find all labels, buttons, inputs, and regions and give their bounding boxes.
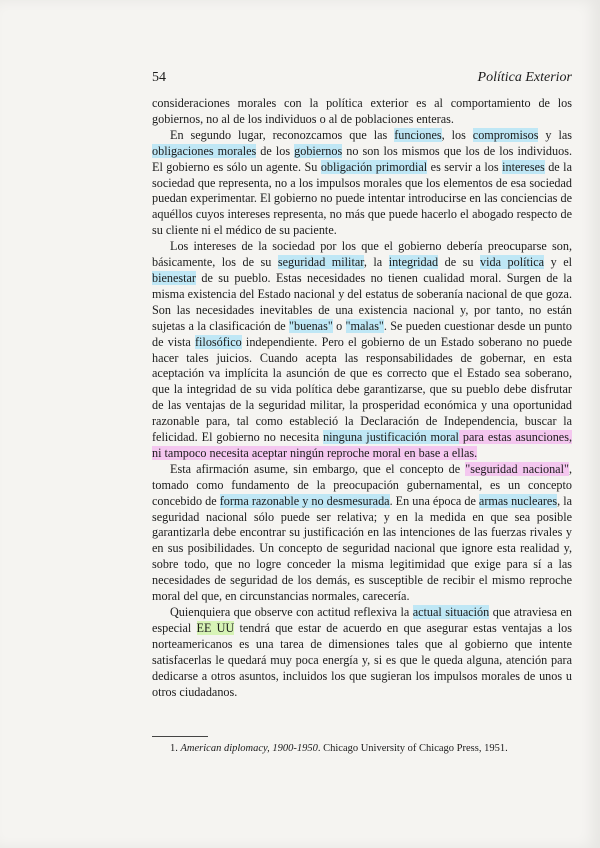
highlighted-text: gobiernos xyxy=(294,143,343,158)
highlighted-text: EE UU xyxy=(196,620,235,635)
text-run: y las xyxy=(538,127,572,142)
page-header xyxy=(152,70,572,90)
text-run: es servir a los xyxy=(427,159,503,174)
highlighted-text: obligación primordial xyxy=(320,159,428,174)
text-run: de los xyxy=(256,143,295,158)
running-title: Política Exterior xyxy=(477,70,572,85)
highlighted-text: integridad xyxy=(388,255,439,270)
text-run: de su pueblo. Estas necesidades no tienen cualidad moral. Surgen de la misma existencia del Estado nacional y del estatus de soberanía nacional de que goza. Son las necesidades inevitables de una existencia nacional y, por tanto, no están sujetas a la clasificación de xyxy=(152,270,572,333)
highlighted-text: bienestar xyxy=(152,270,196,285)
page-number: 54 xyxy=(152,70,166,85)
text-run: consideraciones morales con la política exterior es al comportamiento de los gobiernos, no al de los individuos o al de poblaciones enteras. xyxy=(152,96,572,126)
text-run: no son los mismos que los de los individuos. El gobierno es sólo un agente. Su xyxy=(152,143,572,174)
highlighted-text: forma razonable y no desmesurada xyxy=(219,493,390,508)
highlighted-text: vida política xyxy=(480,255,545,270)
highlighted-text: intereses xyxy=(502,159,545,174)
paragraph xyxy=(152,96,572,128)
text-run: , la xyxy=(363,255,389,270)
paragraph xyxy=(152,605,572,700)
text-run: o xyxy=(332,318,346,333)
text-run: Los intereses de la sociedad por los que el gobierno debería preocuparse son, básicamente, los de su xyxy=(152,239,572,270)
body-text xyxy=(152,96,572,700)
highlighted-text: "malas" xyxy=(345,318,384,333)
footnote xyxy=(170,743,570,754)
highlighted-text: "seguridad nacional" xyxy=(465,461,569,476)
text-run: , tomado como fundamento de la preocupación gubernamental, es un concepto concebido de xyxy=(152,461,572,508)
footnote-divider xyxy=(152,736,208,737)
highlighted-text: para estas asunciones, ni tampoco necesita aceptar ningún reproche moral en base a ellas. xyxy=(152,430,572,460)
footnote-title: American diplomacy, 1900-1950 xyxy=(180,743,318,754)
footnote-number: 1. xyxy=(170,743,178,754)
text-run: . En una época de xyxy=(389,493,479,508)
text-run: , la seguridad nacional sólo puede ser relativa; y en la medida en que sea posible garantizarla debe encontrar su justificación en las intenciones de las fuerzas rivales y en sus posibilidades. Un concepto de seguridad nacional que ignore esta realidad y, sobre todo, que no logre conceder la misma legitimidad que exige para sí a las necesidades de seguridad de los demás, es susceptible de recibir el mismo reproche moral del que, en circunstancias normales, carecería. xyxy=(152,493,572,604)
highlighted-text: obligaciones morales xyxy=(152,143,257,158)
highlighted-text: ninguna justificación moral xyxy=(323,430,459,445)
text-run: y el xyxy=(544,255,573,270)
highlighted-text: compromisos xyxy=(472,127,539,142)
footnote-citation: . Chicago University of Chicago Press, 1951. xyxy=(317,743,508,754)
text-run: . Se pueden cuestionar desde un punto de vista xyxy=(152,318,572,349)
text-run: independiente. Pero el gobierno de un Estado soberano no puede hacer tales juicios. Cuando acepta las responsabilidades de gobernar, en esta aceptación va implícita la asunción de que es correcto que el Estado sea soberano, que la integridad de su vida política debe garantizarse, que su pueblo debe disfrutar de las ventajas de la seguridad militar, la prosperidad económica y una oportunidad razonable para, tal como estableció la Declaración de Independencia, buscar la felicidad. El gobierno no necesita xyxy=(152,334,572,445)
text-run: tendrá que estar de acuerdo en que asegurar estas ventajas a los norteamericanos es una tarea de dimensiones tales que al gobierno que intente satisfacerlas le quedará muy poca energía y, si es que le queda alguna, atención para dedicarse a otros asuntos, incluidos los que sugieran los impulsos morales de unos u otros ciudadanos. xyxy=(152,620,572,699)
highlighted-text: "buenas" xyxy=(289,318,333,333)
text-run: que atraviesa en especial xyxy=(152,605,572,635)
text-run: de su xyxy=(438,255,481,270)
paragraph xyxy=(152,462,572,605)
highlighted-text: actual situación xyxy=(412,605,490,619)
text-run: Esta afirmación asume, sin embargo, que el concepto de xyxy=(170,461,466,476)
paragraph xyxy=(152,128,572,239)
text-run: de la sociedad que representa, no a los impulsos morales que los elementos de esa sociedad puedan experimentar. El gobierno no puede intentar introducirse en las conciencias de aquéllos cuyos intereses representa, no más que puede hacerlo el abogado respecto de su cliente ni el médico de su paciente. xyxy=(152,159,572,238)
text-run: , los xyxy=(441,127,473,142)
highlighted-text: funciones xyxy=(394,127,442,142)
text-run: Quienquiera que observe con actitud reflexiva la xyxy=(170,605,413,619)
paragraph xyxy=(152,239,572,462)
highlighted-text: armas nucleares xyxy=(478,493,558,508)
text-run: En segundo lugar, reconozcamos que las xyxy=(170,127,395,142)
highlighted-text: seguridad militar xyxy=(277,255,364,270)
highlighted-text: filosófico xyxy=(194,334,242,349)
